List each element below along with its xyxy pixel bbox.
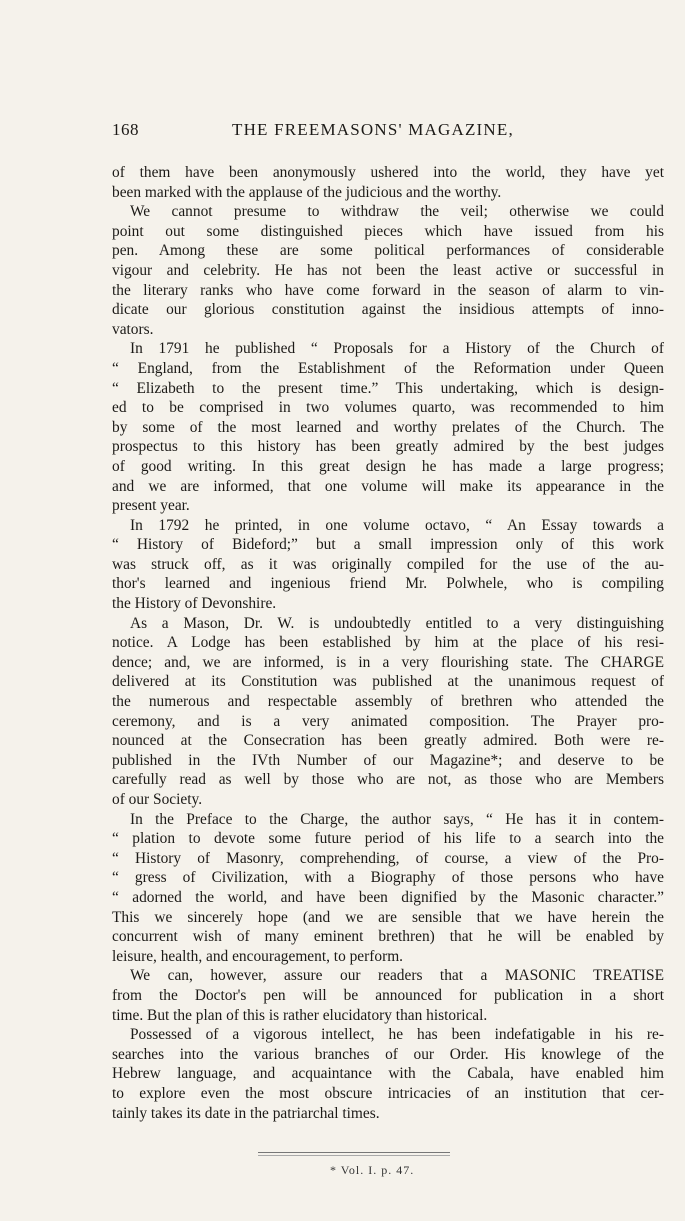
text-line: was struck off, as it was originally compiled for the use of the au- [112, 555, 664, 573]
footnote: * Vol. I. p. 47. [330, 1163, 415, 1177]
text-line: thor's learned and ingenious friend Mr. Polwhele, who is compiling [112, 575, 664, 593]
text-line: the History of Devonshire. [112, 595, 277, 613]
text-line: of our Society. [112, 791, 203, 808]
footnote-rule [258, 1152, 450, 1156]
text-line: “ Elizabeth to the present time.” This undertaking, which is design- [112, 379, 664, 397]
text-line: carefully read as well by those who are not, as those who are Members [112, 771, 664, 789]
page-number: 168 [112, 120, 139, 139]
text-line: prospectus to this history has been greatly admired by the best judges [112, 438, 664, 456]
text-line: “ plation to devote some future period of his life to a search into the [112, 830, 664, 848]
text-line: Possessed of a vigorous intellect, he has been indefatigable in his re- [130, 1026, 664, 1044]
text-line: the literary ranks who have come forward in the season of alarm to vin- [112, 281, 664, 299]
text-line: of good writing. In this great design he has made a large progress; [112, 457, 664, 475]
text-line: been marked with the applause of the judicious and the worthy. [112, 183, 502, 201]
text-line: delivered at its Constitution was published at the unanimous request of [112, 673, 664, 691]
body-text [112, 163, 664, 1123]
text-line: the numerous and respectable assembly of brethren who attended the [112, 693, 664, 711]
text-line: present year. [112, 497, 190, 515]
text-line: and we are informed, that one volume will make its appearance in the [112, 477, 664, 495]
text-line: “ gress of Civilization, with a Biography of those persons who have [112, 869, 664, 887]
text-line: This we sincerely hope (and we are sensible that we have herein the [112, 908, 664, 926]
text-line: “ History of Bideford;” but a small impression only of this work [112, 536, 664, 554]
text-line: notice. A Lodge has been established by him at the place of his resi- [112, 634, 664, 652]
text-line: time. But the plan of this is rather elucidatory than historical. [112, 1006, 488, 1024]
text-line: “ adorned the world, and have been dignified by the Masonic character.” [112, 888, 664, 906]
text-line: of them have been anonymously ushered into the world, they have yet [112, 164, 664, 181]
text-line: to explore even the most obscure intricacies of an institution that cer- [112, 1084, 664, 1102]
text-line: In 1791 he published “ Proposals for a History of the Church of [130, 340, 664, 358]
text-line: tainly takes its date in the patriarchal times. [112, 1104, 380, 1122]
text-line: We cannot presume to withdraw the veil; otherwise we could [130, 203, 664, 221]
text-line: published in the IVth Number of our Magazine*; and deserve to be [112, 751, 664, 769]
text-line: We can, however, assure our readers that a MASONIC TREATISE [130, 967, 664, 985]
text-line: leisure, health, and encouragement, to perform. [112, 947, 404, 965]
text-line: Hebrew language, and acquaintance with the Cabala, have enabled him [112, 1065, 664, 1083]
text-line: ceremony, and is a very animated composition. The Prayer pro- [112, 712, 664, 730]
text-line: searches into the various branches of our Order. His knowlege of the [112, 1045, 664, 1063]
text-line: concurrent wish of many eminent brethren) that he will be enabled by [112, 928, 664, 946]
text-line: nounced at the Consecration has been greatly admired. Both were re- [112, 732, 664, 750]
text-line: point out some distinguished pieces which have issued from his [112, 222, 664, 240]
text-line: In the Preface to the Charge, the author says, “ He has it in contem- [130, 810, 664, 828]
text-line: by some of the most learned and worthy prelates of the Church. The [112, 418, 664, 436]
text-line: ed to be comprised in two volumes quarto, was recommended to him [112, 399, 664, 417]
text-line: dence; and, we are informed, is in a very flourishing state. The CHARGE [112, 653, 664, 671]
text-line: vigour and celebrity. He has not been the least active or successful in [112, 261, 664, 279]
text-line: “ England, from the Establishment of the Reformation under Queen [112, 359, 664, 377]
text-line: from the Doctor's pen will be announced for publication in a short [112, 986, 664, 1004]
text-line: As a Mason, Dr. W. is undoubtedly entitled to a very distinguishing [130, 614, 664, 632]
running-head: THE FREEMASONS' MAGAZINE, [232, 120, 514, 139]
text-line: In 1792 he printed, in one volume octavo, “ An Essay towards a [130, 516, 664, 534]
text-line: “ History of Masonry, comprehending, of course, a view of the Pro- [112, 849, 664, 867]
text-line: dicate our glorious constitution against the insidious attempts of inno- [112, 301, 664, 319]
text-line: vators. [112, 320, 154, 338]
text-line: pen. Among these are some political performances of considerable [112, 242, 664, 260]
page-header [112, 120, 662, 144]
